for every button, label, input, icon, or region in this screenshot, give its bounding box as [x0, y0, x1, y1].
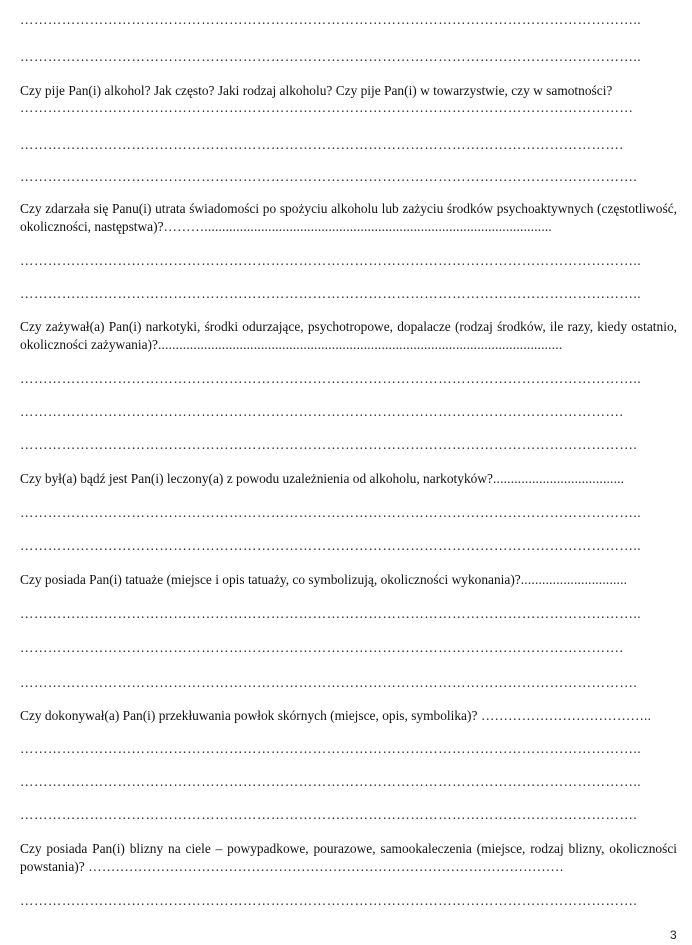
- answer-line[interactable]: ……………………………………………………………………………………………………………………..: [20, 253, 642, 268]
- answer-line[interactable]: ……………………………………………………………………………………………………………………..: [20, 774, 642, 789]
- answer-line[interactable]: ……………………………………………………………………………………………………………………..: [20, 49, 642, 64]
- answer-fill-line[interactable]: ……………………………………………………………………………………………: [84, 859, 564, 874]
- answer-line[interactable]: ……………………………………………………………………………………………………………………..: [20, 12, 642, 27]
- question-piercing: [20, 707, 677, 725]
- question-loss-of-consciousness: [20, 200, 677, 236]
- answer-line[interactable]: ……………………………………………………………………………………………………………………..: [20, 371, 642, 386]
- answer-fill-line[interactable]: ………………………………..: [477, 708, 652, 723]
- answer-fill-line[interactable]: ..................................................................................................................: [157, 337, 563, 352]
- answer-line[interactable]: …………………………………………………………………………………………………………………….: [20, 169, 638, 184]
- answer-line[interactable]: ………………………………………………………………………………………………………………….: [20, 137, 624, 152]
- answer-line[interactable]: …………………………………………………………………………………………………………………….: [20, 807, 638, 822]
- question-tattoos: [20, 571, 677, 589]
- question-drugs: [20, 318, 677, 354]
- question-scars: [20, 840, 677, 876]
- question-text: Czy zażywał(a) Pan(i) narkotyki, środki odurzające, psychotropowe, dopalacze (rodzaj środków, ile razy, kiedy ostatnio, okoliczności zażywania)?: [20, 319, 677, 352]
- question-alcohol: [20, 82, 677, 100]
- answer-line[interactable]: ……………………………………………………………………………………………………………………..: [20, 606, 642, 621]
- page-number: 3: [670, 928, 677, 942]
- answer-line[interactable]: …………………………………………………………………………………………………………………….: [20, 675, 638, 690]
- answer-line[interactable]: …………………………………………………………………………………………………………………….: [20, 893, 638, 908]
- answer-line[interactable]: ……………………………………………………………………………………………………………………: [20, 100, 634, 115]
- answer-line[interactable]: …………………………………………………………………………………………………………………….: [20, 437, 638, 452]
- answer-line[interactable]: ……………………………………………………………………………………………………………………..: [20, 538, 642, 553]
- answer-line[interactable]: ……………………………………………………………………………………………………………………..: [20, 286, 642, 301]
- question-text: Czy pije Pan(i) alkohol? Jak często? Jaki rodzaj alkoholu? Czy pije Pan(i) w towarzystwie, czy w samotności?: [20, 83, 613, 98]
- answer-fill-line[interactable]: ..............................: [520, 572, 628, 587]
- answer-line[interactable]: ………………………………………………………………………………………………………………….: [20, 404, 624, 419]
- answer-fill-line[interactable]: ………..................................................................................................: [163, 219, 552, 234]
- answer-line[interactable]: ……………………………………………………………………………………………………………………..: [20, 741, 642, 756]
- question-addiction-treatment: [20, 470, 677, 488]
- answer-fill-line[interactable]: .....................................: [492, 471, 625, 486]
- question-text: Czy posiada Pan(i) blizny na ciele – powypadkowe, pourazowe, samookaleczenia (miejsce, rodzaj blizny, okoliczności powstania)?: [20, 841, 677, 874]
- answer-line[interactable]: ……………………………………………………………………………………………………………………..: [20, 505, 642, 520]
- question-text: Czy dokonywał(a) Pan(i) przekłuwania powłok skórnych (miejsce, opis, symbolika)?: [20, 708, 478, 723]
- question-text: Czy był(a) bądź jest Pan(i) leczony(a) z powodu uzależnienia od alkoholu, narkotyków?: [20, 471, 493, 486]
- question-text: Czy posiada Pan(i) tatuaże (miejsce i opis tatuaży, co symbolizują, okoliczności wykonania)?: [20, 572, 521, 587]
- answer-line[interactable]: ………………………………………………………………………………………………………………….: [20, 640, 624, 655]
- question-text: Czy zdarzała się Panu(i) utrata świadomości po spożyciu alkoholu lub zażyciu środków psychoaktywnych (częstotliwość, okoliczności, następstwa)?: [20, 201, 677, 234]
